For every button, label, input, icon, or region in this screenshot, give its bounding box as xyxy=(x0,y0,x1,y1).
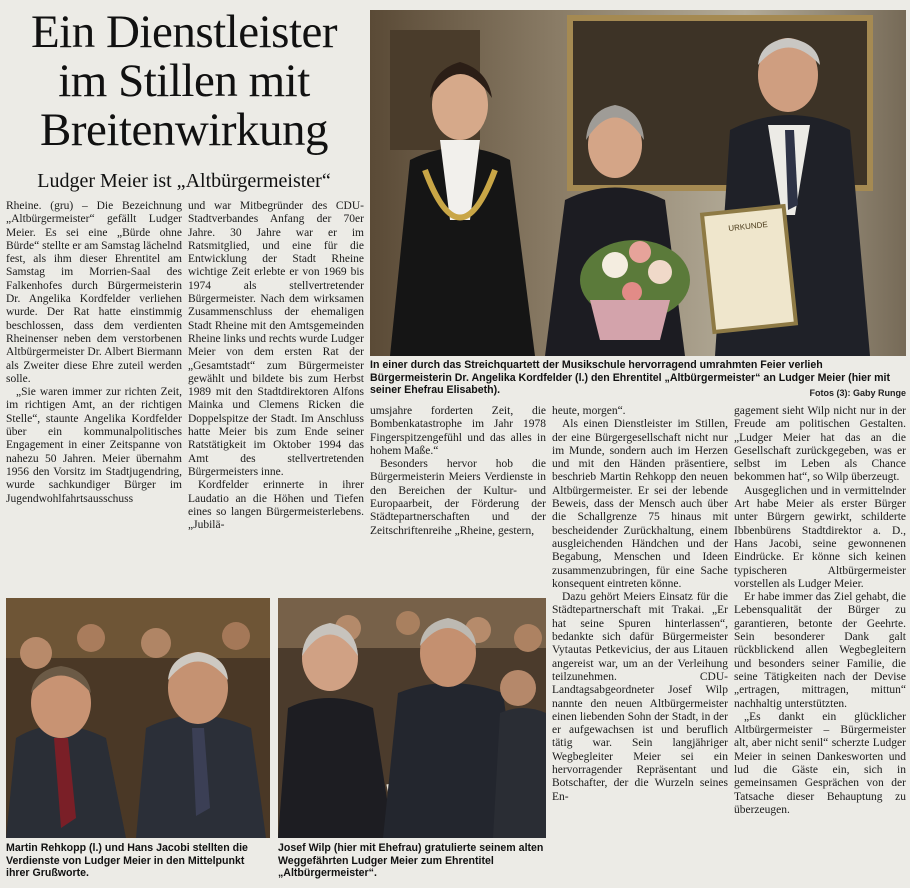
article-paragraph: Er habe immer das Ziel gehabt, die Lebensqualität der Bürger zu garantieren, betonte der Geehrte. Sein besonderer Dank galt rückblickend allen Wegbegleitern und besonders seiner Familie, die seine Tätigkeiten nach der Devise „ertragen, mittragen, mittun“ nachhaltig unterstützten. xyxy=(734,591,906,710)
article-paragraph: heute, morgen“. xyxy=(552,405,626,417)
subheadline: Ludger Meier ist „Altbürgermeister“ xyxy=(37,170,331,192)
article-paragraph: Kordfelder erinnerte in ihrer Laudatio an die Höhen und Tiefen eines so langen Bürgermeisterlebens. „Jubilä- xyxy=(188,479,364,532)
article-paragraph: Ausgeglichen und in vermittelnder Art habe Meier als erster Bürger unter Bürgern gewirkt, schilderte Ibbenbürens Stadtdirektor a. D., Hans Jacobi, seine gewonnenen Eindrücke. Er könne sich keinen typischeren Altbürgermeister vorstellen als Ludger Meier. xyxy=(734,484,906,590)
article-paragraph: Besonders hervor hob die Bürgermeisterin Meiers Verdienste in den Bereichen der Kultur- und Europaarbeit, der Förderung der Städtepartnerschaften und der Zeitschriftenreihe „Rheine, gestern, xyxy=(370,458,546,537)
certificate-label: URKUNDE xyxy=(727,219,769,234)
article-paragraph: gagement sieht Wilp nicht nur in der Freude am politischen Gestalten. „Ludger Meier hat das an die Gesellschaft zurückgegeben, was er selbst im Leben als Chance bekommen hat“, so Wilp überzeugt. xyxy=(734,405,906,484)
article-paragraph: „Sie waren immer zur richten Zeit, im richtigen Amt, an der richtigen Stelle“, staunte Angelika Kordfelder über ein kommunalpolitisches Engagement in einer Zeitspanne von nahezu 50 Jahren. Meier übernahm 1956 den Vorsitz im Stadtjugendring, wurde sachkundiger Bürger im Jugendwohlfahrtsausschuss xyxy=(6,386,182,505)
article-column-3 xyxy=(370,405,546,585)
bottom-middle-caption: Josef Wilp (hier mit Ehefrau) gratulierte seinem alten Weggefährten Ludger Meier zum Ehrentitel „Altbürgermeister“. xyxy=(278,842,544,879)
main-photo xyxy=(370,10,906,356)
article-column-5 xyxy=(734,405,906,883)
headline-line-2: im Stillen mit xyxy=(58,55,310,107)
article-column-4 xyxy=(552,405,728,883)
article-paragraph: Dazu gehört Meiers Einsatz für die Städtepartnerschaft mit Trakai. „Er hat seine Spuren hinterlassen“, bedankte sich dafür Bürgermeister Vytautas Petkevicius, der aus Litauen angereist war, um an der Verleihung teilzunehmen. CDU-Landtagsabgeordneter Josef Wilp nannte den neuen Altbürgermeister einen liebenden Sohn der Stadt, in der er aufgewachsen ist und beruflich tätig war. Sein langjähriger Wegbegleiter Meier sei ein hervorragender Repräsentant und Botschafter, der die Wurzeln seines En- xyxy=(552,591,728,803)
headline-line-3: Breitenwirkung xyxy=(40,104,328,156)
article-paragraph: und war Mitbegründer des CDU-Stadtverbandes Anfang der 70er Jahre. 30 Jahre war er im Ratsmitglied, und eine für die Entwicklung der Stadt Rheine wichtige Zeit erlebte er von 1969 bis 1974 als stellvertretender Bürgermeister. Nach dem wirksamen Zusammenschluss der ehemaligen Stadt Rheine mit den Amtsgemeinden Rheine links und rechts wurde Ludger Meier von dem ersten Rat der „Gesamtstadt“ zum Bürgermeister gewählt und bildete bis zum Herbst 1989 mit den Stadtdirektoren Alfons Mainka und Clemens Ricken die Doppelspitze der Stadt. Im Anschluss hatte Meier bis zum Ende seiner Ratstätigkeit im Oktober 1994 das Amt des stellvertretenden Bürgermeisters inne. xyxy=(188,200,364,478)
article-column-1 xyxy=(6,200,182,584)
headline-line-1: Ein Dienstleister xyxy=(30,6,338,58)
article-column-2 xyxy=(188,200,364,584)
main-photo-caption: In einer durch das Streichquartett der Musikschule hervorragend umrahmten Feier verlieh Bürgermeisterin Dr. Angelika Kordfelder (l.) den Ehrentitel „Altbürgermeister“ an Ludger Meier (hier mit seiner Ehefrau Elisabeth). xyxy=(370,359,890,396)
photo-credit: Fotos (3): Gaby Runge xyxy=(809,388,906,398)
article-paragraph: „Es dankt ein glücklicher Altbürgermeister – Bürgermeister alt, aber nicht senil“ scherzte Ludger Meier in seinen Dankesworten und lud die Gäste ein, sich in gemeinsamen Gesprächen von der Tatsache dieser Behauptung zu überzeugen. xyxy=(734,710,906,816)
bottom-left-caption: Martin Rehkopp (l.) und Hans Jacobi stellten die Verdienste von Ludger Meier in den Mittelpunkt ihrer Grußworte. xyxy=(6,842,248,879)
article-paragraph: umsjahre forderten Zeit, die Bombenkatastrophe im Jahr 1978 Fingerspitzengefühl und das alles in hohem Maße.“ xyxy=(370,405,546,457)
headline xyxy=(6,8,362,155)
article-paragraph: Rheine. (gru) – Die Bezeichnung „Altbürgermeister“ gefällt Ludger Meier. Es sei eine „Bürde ohne Bürde“ stellte er am Samstag lächelnd fest, als ihm dieser Ehrentitel am Samstag im Morrien-Saal des Falkenhofes durch Bürgermeisterin Dr. Angelika Kordfelder verliehen wurde. Der Rat hatte einstimmig beschlossen, dass dem verdienten Rheinenser neben dem verstorbenen Altbürgermeister Dr. Albert Biermann als Zweiter diese Ehre zuteil werden solle. xyxy=(6,200,182,385)
article-paragraph: Als einen Dienstleister im Stillen, der eine Bürgergesellschaft nicht nur im Munde, sondern auch im Herzen und mit den Händen präsentiere, beschrieb Martin Rehkopp den neuen Altbürgermeister. Er sei der lebende Beweis, dass der Mensch auch über die Schallgrenze 75 hinaus mit bescheidender Zurückhaltung, einem ausgleichenden Händchen und der Begabung, Menschen und Ideen zusammenzubringen, für eine Sache konsequent eintreten könne. xyxy=(552,418,728,590)
bottom-middle-photo xyxy=(278,598,546,838)
bottom-left-photo xyxy=(6,598,270,838)
